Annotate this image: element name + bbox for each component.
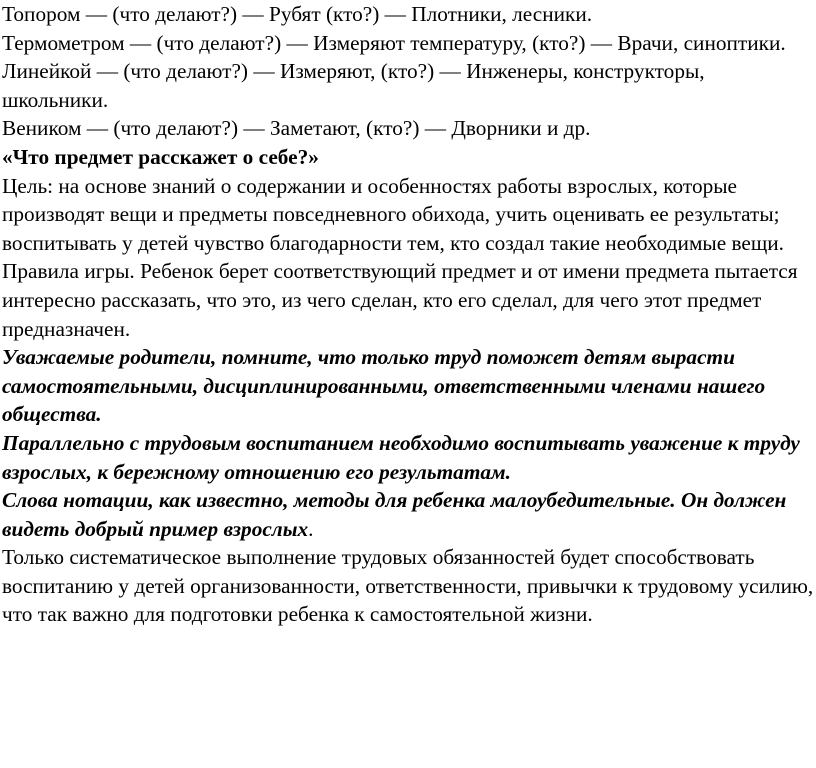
game-goal: Цель: на основе знаний о содержании и особенностях работы взрослых, которые производят вещи и предметы повседневного обихода, учить оценивать ее результаты; воспитывать у детей чувство благодарности тем, кто создал такие необходимые вещи. [2, 173, 785, 255]
game-title: «Что предмет расскажет о себе?» [2, 144, 319, 169]
example-note-period: . [308, 516, 314, 541]
game-rules: Правила игры. Ребенок берет соответствующий предмет и от имени предмета пытается интересно рассказать, что это, из чего сделан, кто его сделал, для чего этот предмет предназначен. [2, 259, 798, 341]
example-note [2, 486, 814, 543]
example-note-text: Слова нотации, как известно, методы для ребенка малоубедительные. Он должен видеть добрый пример взрослых [2, 488, 787, 541]
document-body [2, 0, 814, 629]
parents-note: Уважаемые родители, помните, что только труд поможет детям вырасти самостоятельными, дисциплинированными, ответственными членами нашего общества. [2, 345, 766, 427]
paragraph-ruler: Линейкой — (что делают?) — Измеряют, (кто?) — Инженеры, конструкторы, школьники. [2, 59, 705, 112]
paragraph-axe: Топором — (что делают?) — Рубят (кто?) — Плотники, лесники. [2, 2, 593, 26]
paragraph-thermometer: Термометром — (что делают?) — Измеряют температуру, (кто?) — Врачи, синоптики. [2, 30, 786, 55]
paragraph-broom: Веником — (что делают?) — Заметают, (кто?) — Дворники и др. [2, 116, 591, 141]
conclusion-paragraph: Только систематическое выполнение трудовых обязанностей будет способствовать воспитанию у детей организованности, ответственности, привычки к трудовому усилию, что так важно для подготовки ребенка к самостоятельной жизни. [2, 545, 814, 627]
respect-note: Параллельно с трудовым воспитанием необходимо воспитывать уважение к труду взрослых, к бережному отношению его результатам. [2, 430, 800, 484]
